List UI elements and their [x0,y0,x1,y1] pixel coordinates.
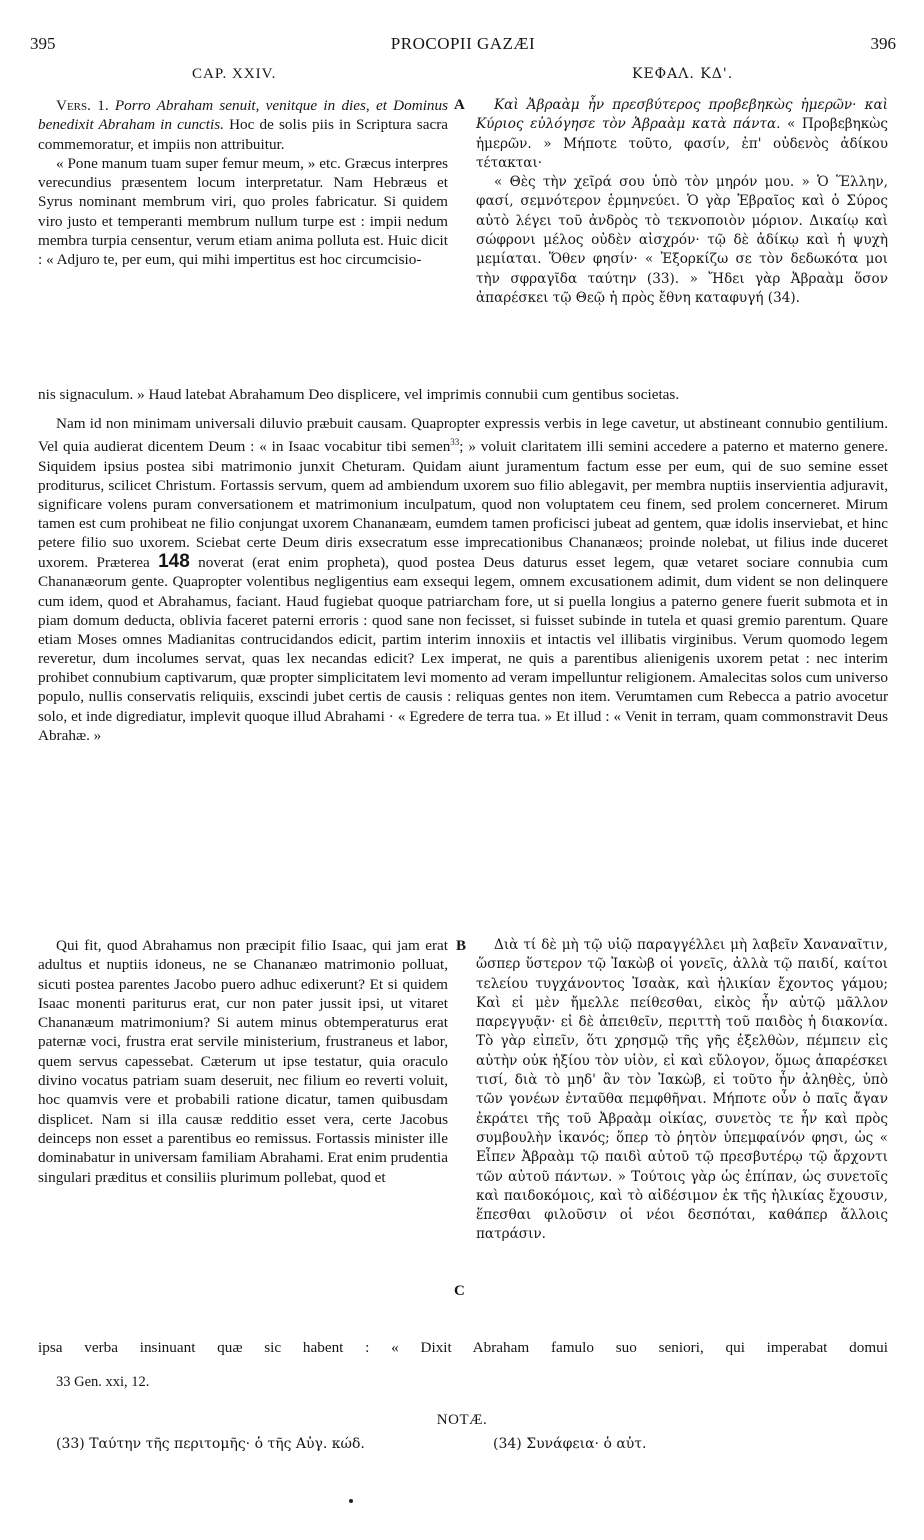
chapter-heading-greek: ΚΕΦΑΛ. ΚΔ'. [632,66,734,82]
latin-bottom-paragraph: Qui fit, quod Abrahamus non præcipit filio Isaac, qui jam erat adultus et nuptiis idoneus, ne se Chananæo matrimonio polluat, sicuti postea parentes Jacobo puero adhuc edixerunt? Et si quidem Isaac monenti pariturus erat, cur non pater jussit ipsi, ut vitaret Chananæum matrimonium? Si autem minus obtemperaturus erat paternæ voci, frustra erat servile ministerium, frustraneus et labor, quem servus capessebat. Cæterum ut ipse testatur, quia oraculo divino vocatus patriam suam deseruit, nec filium eo reverti voluit, hoc quamvis vere et probabili ratione dicatur, tamen quibusdam displicet. Nam si illa causæ redditio esset vera, certe Jacobus deinceps non esset a parentibus eo remissus. Fortassis minister ille dominabatur in universam familiam Abrahami. Erat enim prudentia singulari præditus et consiliis plurimum pollebat, quod et [38,937,448,1186]
latin-closing-line: ipsa verba insinuant quæ sic habent : « Dixit Abraham famulo suo seniori, qui imperabat domui [38,1339,888,1356]
notes-title: NOTÆ. [436,1412,488,1428]
footnote-ref-33[interactable]: 33 [450,437,460,448]
greek-verse-italic: Καὶ Ἀβραὰμ ἦν πρεσβύτερος προβεβηκὼς ἡμερῶν· καὶ Κύριος εὐλόγησε τὸν Ἀβραὰμ κατὰ πάντα. [476,97,888,133]
margin-letter-c: C [454,1283,465,1299]
latin-main-paragraph [38,414,888,745]
page-number-right: 396 [870,34,896,53]
margin-letter-a: A [454,97,465,113]
latin-column-top [38,96,448,270]
main-text-part-b: ; » voluit claritatem illi semini accedere a paterno et materno genere. Siquidem ipsius postea sibi matrimonio junxit Cheturam. Quidam aiunt juramentum factum esse per eum, qui de suo semine esset proditurus, scilicet Christum. Fortassis servum, quem ad ambiendum uxorem suo filio ablegavit, per membra nuptiis inservientia adjuravit, significare volens puram conversationem et matrimonium inculpatum, quod non voluptatem ceu finem, sed prolem concerneret. Mirum tamen est cum prohibeat ne filio conjungat uxorem Chananæam, eumdem tamen proficisci jubeat ad gentem, quæ idolis inserviebat, et hinc petere filio suo uxorem. Sciebat certe Deum diris exsecratum esse imprecationibus Chananæos; proinde nolebat, ut filius inde duceret uxorem. Præterea [38,438,888,572]
greek-paragraph-2: « Θὲς τὴν χεῖρά σου ὑπὸ τὸν μηρόν μου. » Ὁ Ἕλλην, φασί, σεμνότερον ἑρμηνεύει. Ὁ γὰρ Ἑβραῖος καὶ ὁ Σύρος αὐτὸ λέγει τοῦ ἀνδρὸς τὸ τεκνοποιὸν μόριον. Δικαίῳ καὶ σώφρονι μέλος οὐδὲν αἰσχρόν· τῷ δὲ ἀδίκῳ καὶ ἡ ψυχὴ μεμίαται. Ὅθεν φησίν· « Ἐξορκίζω σε τὸν δεδωκότα μοι τὴν σφραγῖδα ταύτην (33). » Ἤδει γὰρ Ἀβραὰμ ὅσον ἀπαρέσκει τῷ Θεῷ ἡ πρὸς ἔθνη καταφυγή (34). [476,174,888,306]
latin-continuation-line: nis signaculum. » Haud latebat Abrahamum Deo displicere, vel imprimis connubii cum gentibus societas. [38,386,680,403]
greek-bottom-paragraph: Διὰ τί δὲ μὴ τῷ υἱῷ παραγγέλλει μὴ λαβεῖν Χαναναῖτιν, ὥσπερ ὕστερον τῷ Ἰακὼβ οἱ γονεῖς, ἀλλὰ τῷ παιδί, καίτοι τελείου τυγχάνοντος Ἰσαὰκ, καὶ ἡλικίαν ἔχοντος γάμου; Καὶ εἰ μὲν ἤμελλε πείθεσθαι, εἰκὸς ἦν αὐτῷ μᾶλλον παρεγγυᾷν· εἰ δὲ ἀπειθεῖν, περιττὴ τοῦ παιδὸς ἡ διακονία. Τὸ γὰρ εἰπεῖν, ὅτι χρησμῷ τῆς γῆς ἐξελθὼν, πέμπειν εἰς αὐτὴν οὐκ ἠξίου τὸν υἱὸν, εἰ καὶ εὔλογον, ὅμως ἀπαρέσκει τισί, διὰ τὸ μηδ' ἂν τὸν Ἰακὼβ, εἰ τοῦτο ἦν ἀληθὲς, ὑπὸ τῶν γονέων ἐνταῦθα πεμφθῆναι. Μήποτε οὖν ὁ παῖς ἄγαν ἐκράτει τῆς τοῦ Ἀβραὰμ οἰκίας, συνετὸς τε ἦν καὶ πρὸς συμβουλὴν ἱκανός; ὅπερ τὸ ῥητὸν ὑπεμφαίνόν φησι, ὡς « Εἶπεν Ἀβραὰμ τῷ παιδὶ αὐτοῦ τῷ πρεσβυτέρῳ τῷ ἄρχοντι τῶν αὐτοῦ πάντων. » Τούτοις γὰρ ὡς ἐπίπαν, ὡς συνετοῖς καὶ παιδοκόμοις, καὶ τὸ αἰδέσιμον ἐκ τῆς ἡλικίας ἔχουσιν, ἕπεσθαι φιλοῦσιν οἱ νέοι δεσπόται, καθάπερ ἄλλοις πατράσιν. [476,937,888,1243]
page-title: PROCOPII GAZÆI [390,34,536,53]
greek-paragraph-1 [476,96,888,173]
latin-fullwidth-block-1 [38,385,888,745]
column-number-marker: 148 [158,551,190,573]
verse-commentary: Hoc de solis piis in Scriptura sacra commemoratur, et impiis non attribuitur. [38,116,448,153]
ink-dot [349,1499,353,1503]
margin-letter-b: B [456,938,467,954]
verse-number: 1. [97,97,109,114]
chapter-heading-latin: CAP. XXIV. [192,66,277,82]
latin-paragraph-2: « Pone manum tuam super femur meum, » etc. Græcus interpres verecundius præsentem locum interpretatur. Nam Hebræus et Syrus nominant membrum viri, quo proles fabricatur. Si quidem viro justo et temperanti membrum nullum turpe est : impii nedum membra turpia censentur, verum etiam anima polluta est. Huic dicit : « Adjuro te, per eum, qui mihi impertitus est hoc circumcisio- [38,154,448,269]
footnote: 33 Gen. xxi, 12. [56,1374,150,1390]
main-text-part-c: noverat (erat enim propheta), quod postea Deus daturus esset legem, quæ vetaret sociare connubia cum Chananæorum gente. Quapropter volentibus negligentius eam exsequi legem, omnem excusationem adimit, dum vident se non delinquere cum idem, quod et Abrahamus, faciant. Haud fugiebat quoque patriarcham fore, ut si puella longius a paterno genere fuerit submota et in piam domum deducta, oblivia faceret paterni erroris : quod sane non fecisset, si fuisset subinde in tutela et quasi gremio parentum. Quare etiam Moses omnes Madianitas contrucidandos edicit, partim interim innoxiis et intactis vel illibatis virginibus. Verum quomodo legem reveretur, dum incolumes servat, quas lex necandas edicit? Lex imperat, ne quis a parentibus alienigenis uxorem petat : nec interim prohibet connubium captivarum, quæ propter simplicitatem levi momento ad veram impelluntur religionem. Amalecitas solos cum universo populo, nullis conservatis reliquiis, exscindi jubet certis de causis : reliquas gentes non item. Verumtamen cum Rebecca a patrio avocetur solo, et inde digrediatur, implevit quoque illud Abrahami · « Egredere de terra tua. » Et illud : « Venit in terram, quam commonstravit Deus Abrahæ. » [38,554,889,744]
greek-verse-commentary: « Προβεβηκὼς ἡμερῶν. » Μήποτε τοῦτο, φασίν, ἐπ' οὐδενὸς ἀδίκου τέτακται· [476,116,888,171]
note-34: (34) Συνάφεια· ὁ αὐτ. [493,1436,647,1452]
verse-text-italic: Porro Abraham senuit, venitque in dies, et Dominus benedixit Abraham in cunctis. [38,97,449,134]
main-text-part-a: Nam id non minimam universali diluvio præbuit causam. Quapropter expressis verbis in lege cavetur, ut abstineant connubio gentilium. Vel quia audierat dicentem Deum : « in Isaac vocabitur tibi semen [38,415,888,456]
note-33: (33) Ταύτην τῆς περιτομῆς· ὁ τῆς Αὐγ. κώδ. [56,1436,365,1452]
verse-label: Vers. [56,97,91,114]
latin-verse-paragraph [38,96,448,154]
page-number-left: 395 [30,34,56,53]
running-head [30,34,896,60]
latin-column-bottom [38,936,448,1187]
latin-fullwidth-block-2 [38,1338,888,1357]
greek-column-top [476,96,888,308]
greek-column-bottom [476,936,888,1245]
